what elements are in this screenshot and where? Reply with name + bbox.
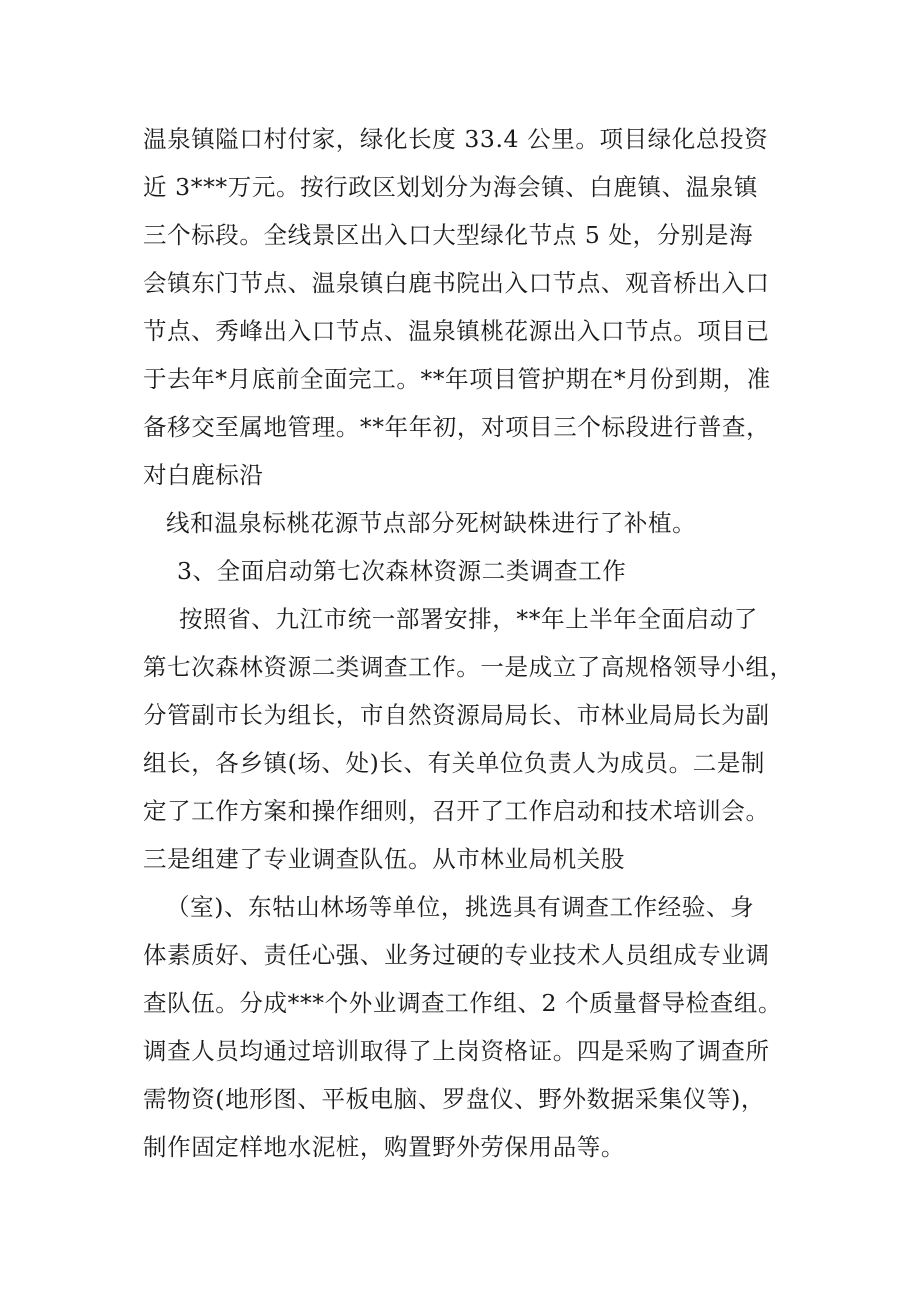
paragraph-line: 按照省、九江市统一部署安排，**年上半年全面启动了 <box>179 605 758 633</box>
paragraph-line: （室)、东牯山林场等单位，挑选具有调查工作经验、身 <box>166 893 755 921</box>
paragraph-line: 第七次森林资源二类调查工作。一是成立了高规格领导小组， <box>143 653 794 681</box>
paragraph-line: 三个标段。全线景区出入口大型绿化节点 5 处，分别是海 <box>143 221 754 249</box>
paragraph-line: 会镇东门节点、温泉镇白鹿书院出入口节点、观音桥出入口 <box>143 269 770 297</box>
paragraph-line: 需物资(地形图、平板电脑、罗盘仪、野外数据采集仪等)， <box>143 1085 766 1113</box>
paragraph-line: 分管副市长为组长，市自然资源局局长、市林业局局长为副 <box>143 701 770 729</box>
paragraph-line: 对白鹿标沿 <box>143 461 264 489</box>
paragraph-line: 近 3***万元。按行政区划划分为海会镇、白鹿镇、温泉镇 <box>143 173 758 201</box>
paragraph-line: 线和温泉标桃花源节点部分死树缺株进行了补植。 <box>166 509 697 537</box>
paragraph-line: 组长，各乡镇(场、处)长、有关单位负责人为成员。二是制 <box>143 749 766 777</box>
paragraph-line: 备移交至属地管理。**年年初，对项目三个标段进行普查， <box>143 413 771 441</box>
paragraph-line: 节点、秀峰出入口节点、温泉镇桃花源出入口节点。项目已 <box>143 317 770 345</box>
paragraph-line: 调查人员均通过培训取得了上岗资格证。四是采购了调查所 <box>143 1037 770 1065</box>
paragraph-line: 于去年*月底前全面完工。**年项目管护期在*月份到期，准 <box>143 365 771 393</box>
paragraph-line: 查队伍。分成***个外业调查工作组、2 个质量督导检查组。 <box>143 989 783 1017</box>
paragraph-line: 定了工作方案和操作细则，召开了工作启动和技术培训会。 <box>143 797 770 825</box>
paragraph-line: 体素质好、责任心强、业务过硬的专业技术人员组成专业调 <box>143 941 770 969</box>
paragraph-line: 制作固定样地水泥桩，购置野外劳保用品等。 <box>143 1133 625 1161</box>
paragraph-line: 三是组建了专业调查队伍。从市林业局机关股 <box>143 845 625 873</box>
section-heading: 3、全面启动第七次森林资源二类调查工作 <box>177 557 627 585</box>
paragraph-line: 温泉镇隘口村付家，绿化长度 33.4 公里。项目绿化总投资 <box>143 125 769 153</box>
